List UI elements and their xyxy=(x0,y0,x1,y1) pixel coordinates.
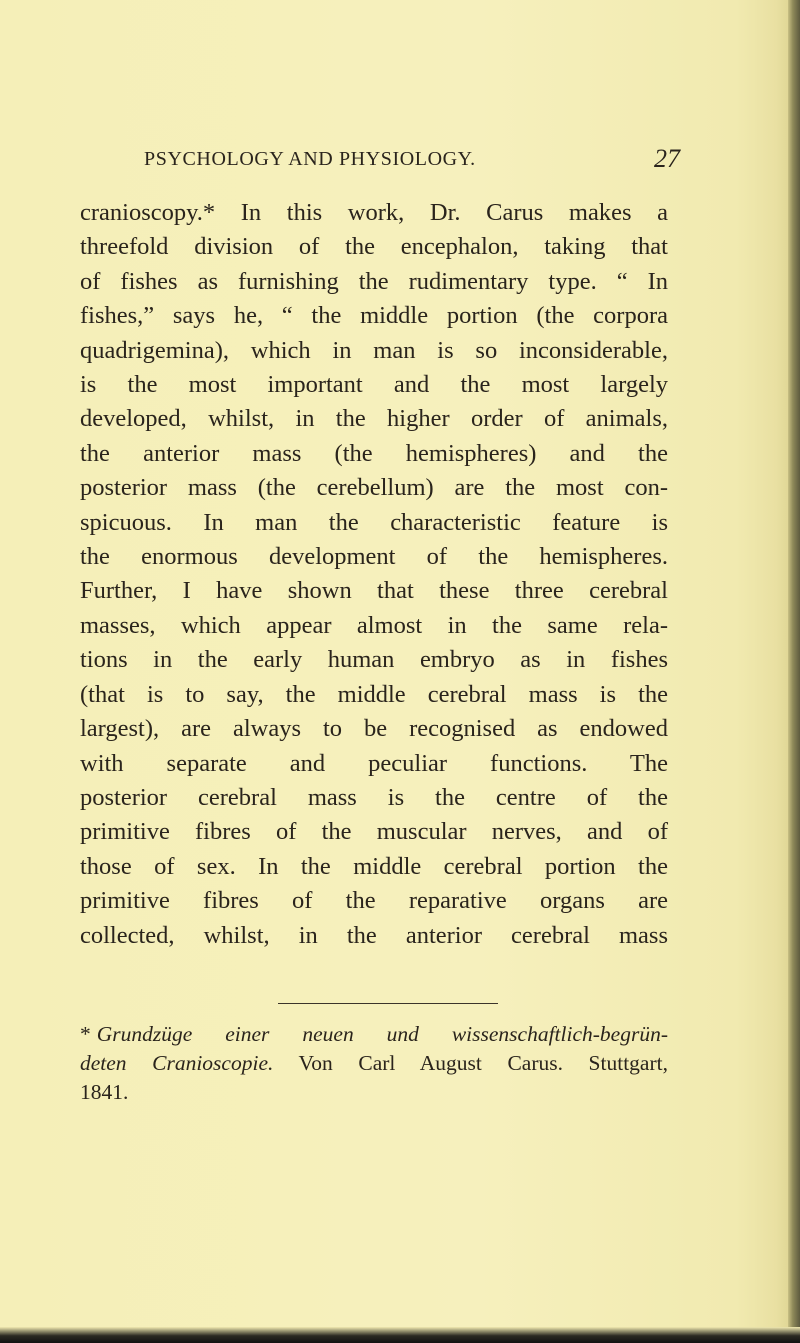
footnote xyxy=(80,1020,668,1107)
footnote-line-1 xyxy=(80,1020,668,1049)
body-paragraph xyxy=(80,196,668,953)
footnote-title-part-1: Grundzüge einer neuen und wissenschaftlich-begrün- xyxy=(96,1022,668,1046)
footnote-divider xyxy=(278,1003,498,1004)
body-line: collected, whilst, in the anterior cerebral mass xyxy=(80,921,668,949)
page-spine-edge xyxy=(788,0,800,1343)
body-line: threefold division of the encephalon, taking that xyxy=(80,233,668,261)
footnote-title-part-2: deten Cranioscopie. xyxy=(80,1051,274,1075)
body-line: with separate and peculiar functions. The xyxy=(80,749,668,777)
body-line: posterior cerebral mass is the centre of the xyxy=(80,783,668,811)
body-line: those of sex. In the middle cerebral portion the xyxy=(80,852,668,880)
body-line: posterior mass (the cerebellum) are the most con- xyxy=(80,474,668,502)
body-line: cranioscopy.* In this work, Dr. Carus makes a xyxy=(80,199,668,226)
footnote-citation: Von Carl August Carus. Stuttgart, xyxy=(298,1051,668,1075)
page-bottom-edge xyxy=(0,1327,800,1343)
body-line: masses, which appear almost in the same rela- xyxy=(80,611,668,639)
body-line: primitive fibres of the muscular nerves, and of xyxy=(80,818,668,846)
running-head: PSYCHOLOGY AND PHYSIOLOGY. xyxy=(144,148,476,170)
page-header xyxy=(130,144,690,178)
footnote-mark: * xyxy=(80,1022,91,1046)
body-line: fishes,” says he, “ the middle portion (the corpora xyxy=(80,302,668,330)
footnote-year: 1841. xyxy=(80,1080,129,1104)
body-line: the anterior mass (the hemispheres) and the xyxy=(80,439,668,467)
body-line: tions in the early human embryo as in fishes xyxy=(80,646,668,674)
body-line: the enormous development of the hemispheres. xyxy=(80,543,668,571)
body-line: is the most important and the most largely xyxy=(80,371,668,399)
body-line: (that is to say, the middle cerebral mass is the xyxy=(80,680,668,708)
body-line: primitive fibres of the reparative organs are xyxy=(80,887,668,915)
body-line: largest), are always to be recognised as endowed xyxy=(80,715,668,743)
body-line: quadrigemina), which in man is so inconsiderable, xyxy=(80,336,668,364)
body-line: Further, I have shown that these three cerebral xyxy=(80,577,668,605)
body-line: developed, whilst, in the higher order of animals, xyxy=(80,405,668,433)
page-number: 27 xyxy=(654,144,680,173)
footnote-line-2 xyxy=(80,1049,668,1078)
body-line: of fishes as furnishing the rudimentary type. “ In xyxy=(80,267,668,295)
body-line: spicuous. In man the characteristic feature is xyxy=(80,508,668,536)
